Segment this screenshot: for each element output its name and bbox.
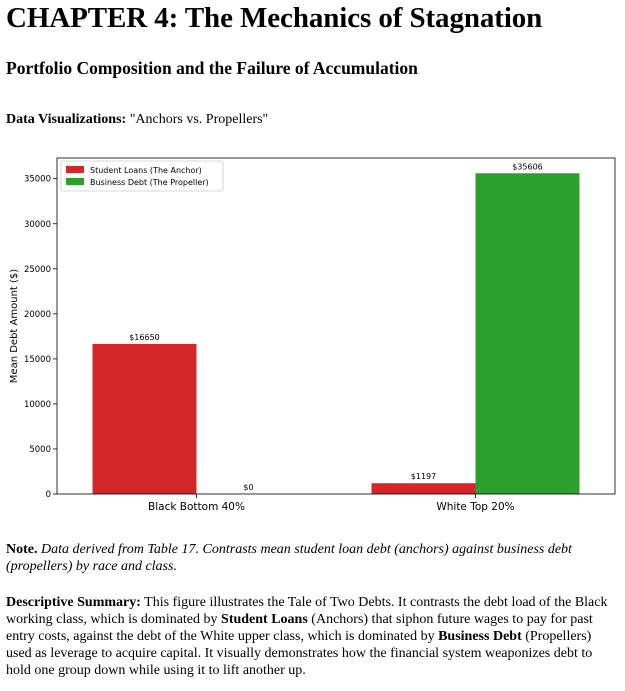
x-tick-label: White Top 20% [436,501,515,513]
y-tick-label: 15000 [23,354,51,365]
legend-swatch [66,178,84,185]
y-tick-label: 35000 [23,174,51,185]
visualization-caption [6,112,268,128]
note-text: Data derived from Table 17. Contrasts mean student loan debt (anchors) against business debt (propellers) by race and class. [6,542,572,574]
bar-value-label: $16650 [129,333,160,343]
x-tick-label: Black Bottom 40% [148,501,245,513]
bar-value-label: $0 [243,483,254,492]
legend-swatch [66,166,84,173]
y-tick-label: 20000 [23,309,51,320]
figure-note [6,541,616,575]
summary-term-business-debt: Business Debt [438,629,522,644]
bar-student-loans [93,344,197,494]
y-tick-label: 0 [45,490,51,500]
summary-label: Descriptive Summary: [6,595,141,610]
bar-value-label: $35606 [512,162,543,172]
summary-part-1: This figure illustrates the Tale of Two Debts. It contrasts the debt load of the Black working class, which is dominated by [6,595,608,627]
summary-part-3: (Propellers) used as leverage to acquire capital. It visually demonstrates how the financial system weaponizes debt to hold one group down while using it to lift another up. [6,629,593,678]
chapter-title: CHAPTER 4: The Mechanics of Stagnation [6,2,543,34]
y-axis-label: Mean Debt Amount ($) [9,268,20,384]
section-title: Portfolio Composition and the Failure of Accumulation [6,58,418,78]
chart-canvas [0,148,625,520]
legend-entry: Student Loans (The Anchor) [90,166,202,175]
visualization-label: Data Visualizations: [6,112,127,127]
y-tick-label: 25000 [23,264,51,275]
summary-part-2: (Anchors) that siphon future wages to pay for past entry costs, against the debt of the White upper class, which is dominated by [6,612,593,644]
bar-student-loans [372,483,476,494]
summary-term-student-loans: Student Loans [221,612,308,627]
debt-bar-chart [0,148,625,520]
legend-entry: Business Debt (The Propeller) [90,178,209,187]
descriptive-summary [6,594,616,679]
note-label: Note. [6,542,38,557]
y-tick-label: 10000 [23,399,51,410]
visualization-name: "Anchors vs. Propellers" [129,112,269,127]
bar-value-label: $1197 [410,472,437,482]
bar-business-debt [476,173,580,494]
y-tick-label: 30000 [23,219,51,230]
y-tick-label: 5000 [29,444,51,455]
